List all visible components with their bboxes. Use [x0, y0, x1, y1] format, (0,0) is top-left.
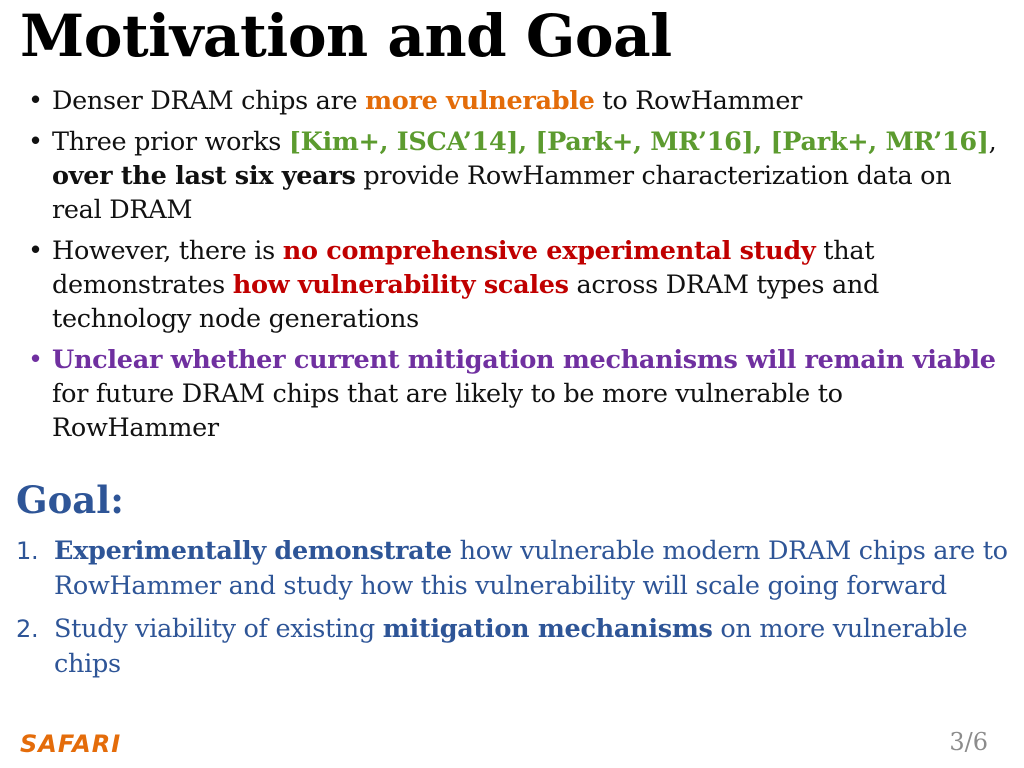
goal-list	[16, 534, 1016, 690]
bullet-citations: [Kim+, ISCA’14], [Park+, MR’16], [Park+, MR’16]	[288, 127, 989, 157]
bullet-text: to RowHammer	[594, 86, 802, 116]
bullet-text: that demonstrates	[52, 236, 875, 300]
goal-item	[16, 612, 1016, 682]
bullet-dot-icon: •	[28, 236, 43, 266]
bullet-item	[28, 125, 1008, 227]
bullet-text: Denser DRAM chips are	[52, 86, 366, 116]
bullet-item	[28, 84, 1008, 118]
goal-text: on more vulnerable chips	[54, 614, 968, 679]
page-number: 3/6	[949, 728, 988, 756]
goal-number: 1.	[16, 537, 39, 565]
bullet-item	[28, 234, 1008, 336]
goal-number: 2.	[16, 615, 39, 643]
goal-text: Study viability of existing	[54, 614, 383, 644]
bullet-text: for future DRAM chips that are likely to be more vulnerable to RowHammer	[52, 379, 843, 443]
bullet-text: across DRAM types and technology node generations	[52, 270, 880, 334]
goal-heading: Goal:	[16, 478, 124, 522]
safari-logo: SAFARI	[20, 730, 122, 758]
goal-item	[16, 534, 1016, 604]
bullet-text: ,	[988, 127, 997, 157]
bullet-bold: over the last six years	[52, 161, 356, 191]
bullet-dot-icon: •	[28, 86, 43, 116]
bullet-dot-icon: •	[28, 127, 43, 157]
bullet-text: Three prior works	[52, 127, 289, 157]
slide-title: Motivation and Goal	[20, 2, 672, 70]
bullet-text: provide RowHammer characterization data on real DRAM	[52, 161, 952, 225]
bullet-dot-icon: •	[28, 345, 43, 375]
goal-bold: mitigation mechanisms	[382, 614, 713, 644]
bullet-highlight: Unclear whether current mitigation mechanisms will remain viable	[52, 345, 996, 375]
bullet-text: However, there is	[52, 236, 283, 266]
goal-bold: Experimentally demonstrate	[54, 536, 452, 566]
bullet-highlight: more vulnerable	[365, 86, 595, 116]
bullet-item	[28, 343, 1008, 445]
bullet-highlight: no comprehensive experimental study	[282, 236, 816, 266]
motivation-bullet-list	[28, 84, 1008, 452]
goal-text: how vulnerable modern DRAM chips are to RowHammer and study how this vulnerability will scale going forward	[54, 536, 1008, 601]
bullet-highlight: how vulnerability scales	[232, 270, 569, 300]
